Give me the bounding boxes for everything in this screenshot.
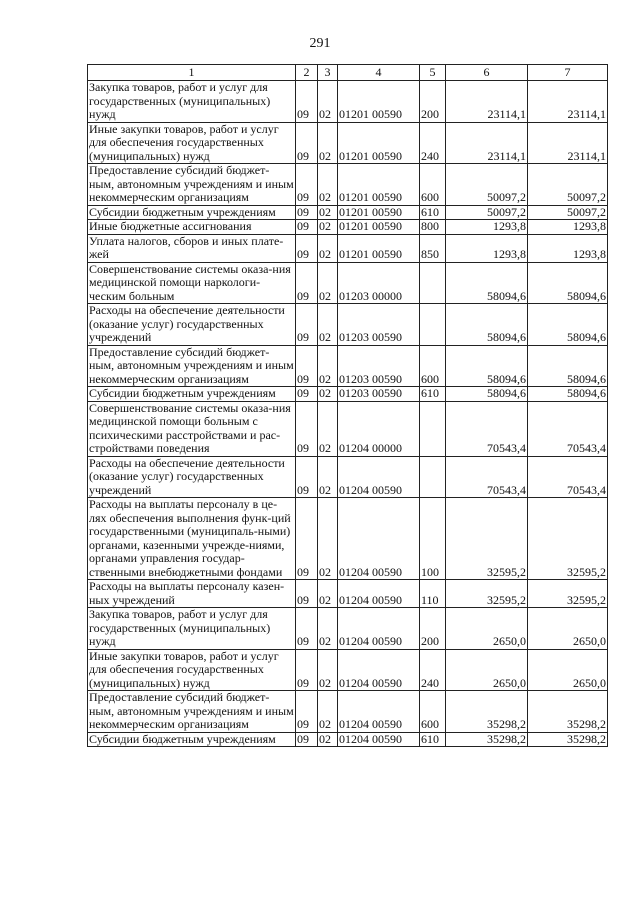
table-row xyxy=(88,691,608,733)
row-name-cell: Субсидии бюджетным учреждениям xyxy=(88,205,296,220)
row-subsection-cell: 02 xyxy=(318,81,338,123)
row-subsection-cell: 02 xyxy=(318,205,338,220)
column-header-6: 6 xyxy=(446,65,528,81)
row-amount-2-cell: 35298,2 xyxy=(528,691,608,733)
row-expense-type-cell xyxy=(420,456,446,498)
row-name-cell: Предоставление субсидий бюджет-ным, автономным учреждениям и иным некоммерческим организациям xyxy=(89,345,294,386)
table-row xyxy=(88,164,608,206)
row-amount-2-cell: 58094,6 xyxy=(528,262,608,304)
row-expense-type-cell: 110 xyxy=(420,580,446,608)
row-amount-1-cell: 70543,4 xyxy=(446,401,528,456)
row-amount-2-cell: 23114,1 xyxy=(528,81,608,123)
column-header-5: 5 xyxy=(420,65,446,81)
column-header-4: 4 xyxy=(338,65,420,81)
row-section-cell: 09 xyxy=(296,122,318,164)
row-subsection-cell: 02 xyxy=(318,164,338,206)
row-subsection-cell: 02 xyxy=(318,456,338,498)
table-row xyxy=(88,220,608,235)
row-name-cell: Совершенствование системы оказа-ния медицинской помощи больным с психическими расстройствами и рас-стройствами поведения xyxy=(88,401,296,456)
table-row xyxy=(88,649,608,691)
row-expense-type-cell: 800 xyxy=(420,220,446,235)
row-expense-type-cell xyxy=(420,304,446,346)
row-subsection-cell: 02 xyxy=(318,262,338,304)
row-amount-1-cell: 35298,2 xyxy=(446,691,528,733)
row-target-item-cell: 01203 00590 xyxy=(338,387,420,402)
page-number: 291 xyxy=(309,36,331,51)
row-amount-1-cell: 23114,1 xyxy=(446,81,528,123)
row-section-cell: 09 xyxy=(296,81,318,123)
row-section-cell: 09 xyxy=(296,387,318,402)
row-section-cell: 09 xyxy=(296,205,318,220)
row-amount-1-cell: 35298,2 xyxy=(446,732,528,747)
row-target-item-cell: 01201 00590 xyxy=(338,164,420,206)
row-expense-type-cell: 600 xyxy=(420,164,446,206)
table-row xyxy=(88,262,608,304)
row-target-item-cell: 01203 00000 xyxy=(338,262,420,304)
row-amount-2-cell: 58094,6 xyxy=(528,345,608,387)
row-name-cell: Уплата налогов, сборов и иных плате-жей xyxy=(88,234,296,262)
row-target-item-cell: 01204 00590 xyxy=(338,691,420,733)
row-amount-1-cell: 2650,0 xyxy=(446,608,528,650)
row-subsection-cell: 02 xyxy=(318,387,338,402)
column-header-7: 7 xyxy=(528,65,608,81)
row-amount-2-cell: 32595,2 xyxy=(528,580,608,608)
row-expense-type-cell: 610 xyxy=(420,205,446,220)
budget-table xyxy=(87,64,608,747)
row-amount-1-cell: 1293,8 xyxy=(446,234,528,262)
row-target-item-cell: 01201 00590 xyxy=(338,122,420,164)
row-subsection-cell: 02 xyxy=(318,649,338,691)
row-amount-1-cell: 70543,4 xyxy=(446,456,528,498)
row-name-cell: Закупка товаров, работ и услуг для государственных (муниципальных) нужд xyxy=(88,608,296,650)
row-section-cell: 09 xyxy=(296,401,318,456)
row-name-cell: Субсидии бюджетным учреждениям xyxy=(88,387,296,402)
row-amount-1-cell: 50097,2 xyxy=(446,164,528,206)
row-amount-2-cell: 58094,6 xyxy=(528,304,608,346)
row-expense-type-cell: 600 xyxy=(420,691,446,733)
row-section-cell: 09 xyxy=(296,262,318,304)
row-amount-1-cell: 1293,8 xyxy=(446,220,528,235)
column-header-1: 1 xyxy=(88,65,296,81)
row-target-item-cell: 01204 00590 xyxy=(338,456,420,498)
row-expense-type-cell: 610 xyxy=(420,387,446,402)
row-target-item-cell: 01201 00590 xyxy=(338,220,420,235)
table-row xyxy=(88,456,608,498)
row-subsection-cell: 02 xyxy=(318,234,338,262)
row-amount-1-cell: 58094,6 xyxy=(446,262,528,304)
row-target-item-cell: 01204 00000 xyxy=(338,401,420,456)
row-amount-1-cell: 58094,6 xyxy=(446,304,528,346)
row-expense-type-cell: 200 xyxy=(420,81,446,123)
row-section-cell: 09 xyxy=(296,580,318,608)
row-name-cell: Расходы на выплаты персоналу в це-лях обеспечения выполнения функ-ций государственными (муниципаль-ными) органами, казенными учрежде-ниями, органами управления государ-ственными внебюджетными фондами xyxy=(88,498,296,580)
row-amount-1-cell: 32595,2 xyxy=(446,580,528,608)
table-row xyxy=(88,304,608,346)
row-name-cell: Предоставление субсидий бюджет-ным, автономным учреждениям и иным некоммерческим организациям xyxy=(89,690,294,731)
table-row xyxy=(88,234,608,262)
row-subsection-cell: 02 xyxy=(318,732,338,747)
row-subsection-cell: 02 xyxy=(318,691,338,733)
table-row xyxy=(88,122,608,164)
table-row xyxy=(88,608,608,650)
row-section-cell: 09 xyxy=(296,649,318,691)
row-target-item-cell: 01201 00590 xyxy=(338,81,420,123)
row-amount-2-cell: 70543,4 xyxy=(528,401,608,456)
row-expense-type-cell: 850 xyxy=(420,234,446,262)
row-name-cell: Иные закупки товаров, работ и услуг для обеспечения государственных (муниципальных) нужд xyxy=(88,649,296,691)
row-amount-1-cell: 50097,2 xyxy=(446,205,528,220)
row-expense-type-cell xyxy=(420,262,446,304)
row-expense-type-cell: 100 xyxy=(420,498,446,580)
row-target-item-cell: 01204 00590 xyxy=(338,649,420,691)
row-amount-2-cell: 1293,8 xyxy=(528,220,608,235)
row-target-item-cell: 01203 00590 xyxy=(338,304,420,346)
table-row xyxy=(88,580,608,608)
row-amount-1-cell: 58094,6 xyxy=(446,387,528,402)
row-expense-type-cell: 240 xyxy=(420,649,446,691)
table-row xyxy=(88,401,608,456)
row-section-cell: 09 xyxy=(296,691,318,733)
row-section-cell: 09 xyxy=(296,304,318,346)
row-section-cell: 09 xyxy=(296,345,318,387)
row-expense-type-cell: 610 xyxy=(420,732,446,747)
table-row xyxy=(88,498,608,580)
row-section-cell: 09 xyxy=(296,456,318,498)
row-amount-1-cell: 58094,6 xyxy=(446,345,528,387)
row-amount-2-cell: 32595,2 xyxy=(528,498,608,580)
row-subsection-cell: 02 xyxy=(318,580,338,608)
row-subsection-cell: 02 xyxy=(318,401,338,456)
row-subsection-cell: 02 xyxy=(318,345,338,387)
row-target-item-cell: 01201 00590 xyxy=(338,234,420,262)
row-target-item-cell: 01201 00590 xyxy=(338,205,420,220)
row-name-cell: Субсидии бюджетным учреждениям xyxy=(88,732,296,747)
row-amount-2-cell: 35298,2 xyxy=(528,732,608,747)
row-amount-2-cell: 2650,0 xyxy=(528,608,608,650)
row-target-item-cell: 01204 00590 xyxy=(338,498,420,580)
row-name-cell: Предоставление субсидий бюджет-ным, автономным учреждениям и иным некоммерческим организациям xyxy=(89,163,294,204)
row-amount-1-cell: 32595,2 xyxy=(446,498,528,580)
row-name-cell: Совершенствование системы оказа-ния медицинской помощи наркологи-ческим больным xyxy=(88,262,296,304)
row-target-item-cell: 01204 00590 xyxy=(338,608,420,650)
row-amount-2-cell: 70543,4 xyxy=(528,456,608,498)
row-expense-type-cell: 240 xyxy=(420,122,446,164)
row-name-cell: Иные закупки товаров, работ и услуг для обеспечения государственных (муниципальных) нужд xyxy=(88,122,296,164)
table-row xyxy=(88,205,608,220)
row-subsection-cell: 02 xyxy=(318,498,338,580)
row-amount-2-cell: 1293,8 xyxy=(528,234,608,262)
row-expense-type-cell xyxy=(420,401,446,456)
row-section-cell: 09 xyxy=(296,164,318,206)
row-section-cell: 09 xyxy=(296,732,318,747)
table-row xyxy=(88,345,608,387)
row-expense-type-cell: 600 xyxy=(420,345,446,387)
column-header-2: 2 xyxy=(296,65,318,81)
row-subsection-cell: 02 xyxy=(318,304,338,346)
row-amount-1-cell: 23114,1 xyxy=(446,122,528,164)
row-section-cell: 09 xyxy=(296,608,318,650)
column-header-3: 3 xyxy=(318,65,338,81)
row-amount-2-cell: 58094,6 xyxy=(528,387,608,402)
row-section-cell: 09 xyxy=(296,498,318,580)
row-name-cell: Расходы на обеспечение деятельности (оказание услуг) государственных учреждений xyxy=(88,304,296,346)
row-amount-2-cell: 50097,2 xyxy=(528,164,608,206)
row-name-cell: Расходы на выплаты персоналу казен-ных учреждений xyxy=(88,580,296,608)
row-target-item-cell: 01203 00590 xyxy=(338,345,420,387)
row-amount-2-cell: 2650,0 xyxy=(528,649,608,691)
row-section-cell: 09 xyxy=(296,234,318,262)
table-row xyxy=(88,732,608,747)
row-target-item-cell: 01204 00590 xyxy=(338,580,420,608)
row-name-cell: Иные бюджетные ассигнования xyxy=(88,220,296,235)
row-amount-1-cell: 2650,0 xyxy=(446,649,528,691)
row-amount-2-cell: 23114,1 xyxy=(528,122,608,164)
row-expense-type-cell: 200 xyxy=(420,608,446,650)
row-target-item-cell: 01204 00590 xyxy=(338,732,420,747)
row-section-cell: 09 xyxy=(296,220,318,235)
row-amount-2-cell: 50097,2 xyxy=(528,205,608,220)
table-row xyxy=(88,81,608,123)
table-header-row xyxy=(88,65,608,81)
row-subsection-cell: 02 xyxy=(318,122,338,164)
table-row xyxy=(88,387,608,402)
row-subsection-cell: 02 xyxy=(318,608,338,650)
row-name-cell: Закупка товаров, работ и услуг для государственных (муниципальных) нужд xyxy=(88,81,296,123)
row-subsection-cell: 02 xyxy=(318,220,338,235)
row-name-cell: Расходы на обеспечение деятельности (оказание услуг) государственных учреждений xyxy=(88,456,296,498)
